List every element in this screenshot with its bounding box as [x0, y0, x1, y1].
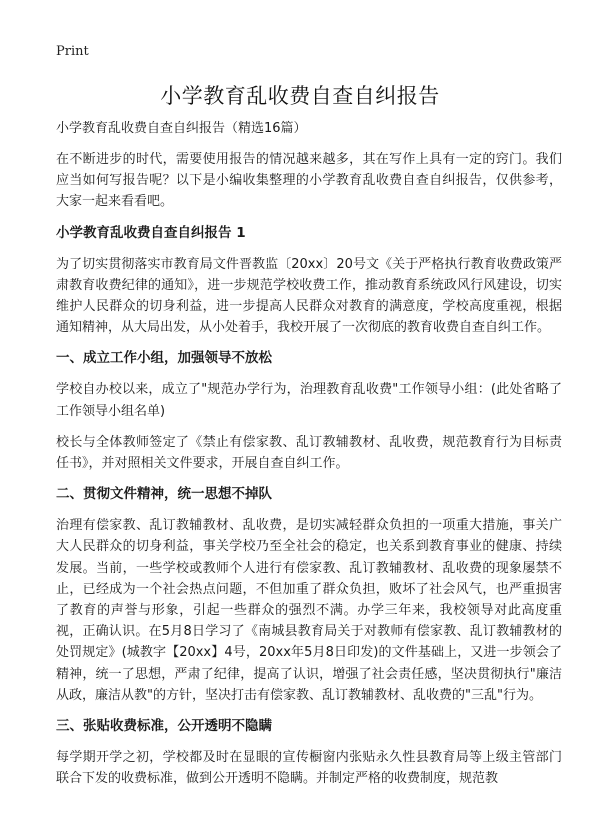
- print-label: Print: [56, 44, 89, 59]
- document-body: [56, 118, 562, 799]
- document-title: 小学教育乱收费自查自纠报告: [160, 84, 440, 108]
- section-3-paragraph-1: 每学期开学之初，学校都及时在显眼的宣传橱窗内张贴永久性县教育局等上级主管部门联合下发的收费标准，做到公开透明不隐瞒。并制定严格的收费制度，规范教: [56, 750, 562, 787]
- section-2-paragraph-1: 治理有偿家教、乱订教辅教材、乱收费，是切实减轻群众负担的一项重大措施，事关广大人民群众的切身利益，事关学校乃至全社会的稳定，也关系到教育事业的健康、持续发展。当前，一些学校或教师个人进行有偿家教、乱订教辅教材、乱收费的现象屡禁不止，已经成为一个社会热点问题，不但加重了群众负担，败坏了社会风气，也严重损害了教育的声誉与形象，引起一些群众的强烈不满。办学三年来，我校领导对此高度重视，正确认识。在5月8日学习了《南城县教育局关于对教师有偿家教、乱订教辅教材的处罚规定》(城教字【20xx】4号，20xx年5月8日印发)的文件基础上，又进一步领会了精神，统一了思想，严肃了纪律，提高了认识，增强了社会责任感，坚决贯彻执行"廉洁从政，廉洁从教"的方针，坚决打击有偿家教、乱订教辅教材、乱收费的"三乱"行为。: [56, 518, 562, 703]
- report-intro-paragraph: 为了切实贯彻落实市教育局文件晋教监〔20xx〕20号文《关于严格执行教育收费政策严肃教育收费纪律的通知》，进一步规范学校收费工作，推动教育系统政风行风建设，切实维护人民群众的切身利益，进一步提高人民群众对教育的满意度，学校高度重视，根据通知精神，从大局出发，从小处着手，我校开展了一次彻底的教育收费自查自纠工作。: [56, 256, 562, 336]
- section-1-heading: 一、成立工作小组，加强领导不放松: [56, 350, 272, 367]
- section-2-heading: 二、贯彻文件精神，统一思想不掉队: [56, 486, 272, 503]
- report-heading: 小学教育乱收费自查自纠报告 1: [56, 224, 246, 241]
- section-3-heading: 三、张贴收费标准，公开透明不隐瞒: [56, 718, 272, 735]
- section-1-paragraph-2: 校长与全体教师签定了《禁止有偿家教、乱订教辅教材、乱收费，规范教育行为目标责任书》，并对照相关文件要求，开展自查自纠工作。: [56, 434, 562, 472]
- intro-paragraph: 在不断进步的时代，需要使用报告的情况越来越多，其在写作上具有一定的窍门。我们应当如何写报告呢？以下是小编收集整理的小学教育乱收费自查自纠报告，仅供参考，大家一起来看看吧。: [56, 152, 562, 210]
- section-1-paragraph-1: 学校自办校以来，成立了"规范办学行为，治理教育乱收费"工作领导小组：(此处省略了工作领导小组名单): [56, 382, 562, 419]
- document-subtitle: 小学教育乱收费自查自纠报告（精选16篇）: [56, 121, 307, 136]
